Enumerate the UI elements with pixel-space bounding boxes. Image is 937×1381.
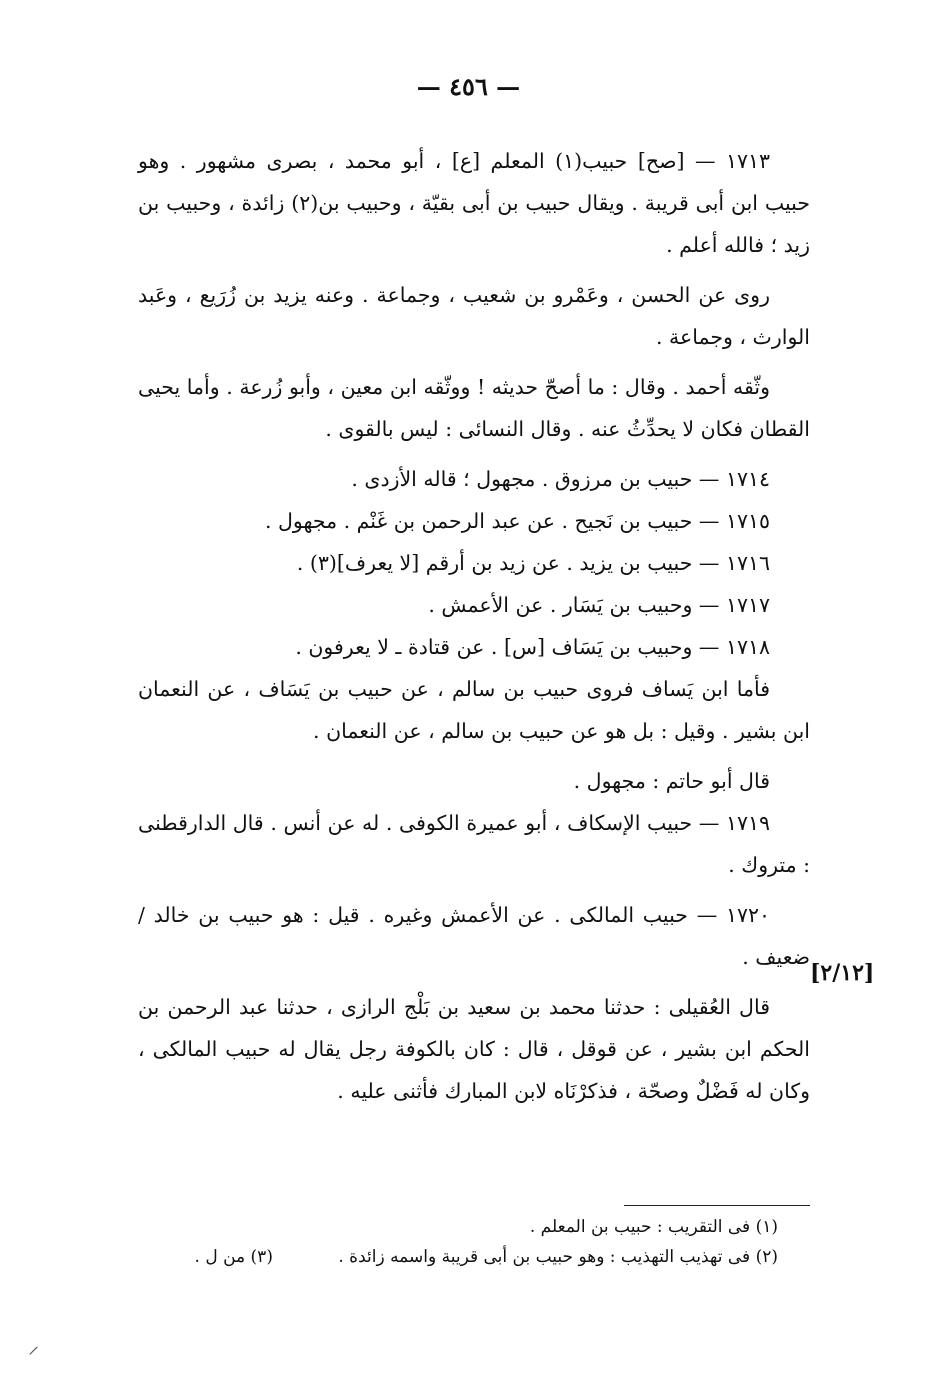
footnotes <box>138 1212 778 1272</box>
entry-1718: ١٧١٨ — وحبيب بن يَسَاف [س] . عن قتادة ـ لا يعرفون . <box>295 635 770 659</box>
margin-reference: [٢/١٢] <box>810 960 875 986</box>
footnote-divider <box>624 1205 810 1206</box>
main-text <box>138 140 810 1120</box>
footnote-2: (٢) فى تهذيب التهذيب : وهو حبيب بن أبى قريبة واسمه زائدة . <box>338 1247 778 1267</box>
entry-1714: ١٧١٤ — حبيب بن مرزوق . مجهول ؛ قاله الأزدى . <box>351 467 770 491</box>
uqayli-paragraph: قال العُقيلى : حدثنا محمد بن سعيد بن بَلْج الرازى ، حدثنا عبد الرحمن بن الحكم ابن بشير ، عن قوقل ، قال : كان بالكوفة رجل يقال له حبيب المالكى ، وكان له فَضْلٌ وصحّة ، فذكرْنَاه لابن المبارك فأثنى عليه . <box>138 995 810 1103</box>
entry-1716: ١٧١٦ — حبيب بن يزيد . عن زيد بن أرقم [لا يعرف](٣) . <box>296 551 770 575</box>
footnote-3: (٣) من ل . <box>194 1247 273 1267</box>
entry-1719: ١٧١٩ — حبيب الإسكاف ، أبو عميرة الكوفى . له عن أنس . قال الدارقطنى : متروك . <box>138 811 810 877</box>
footnote-1: (١) فى التقريب : حبيب بن المعلم . <box>529 1217 778 1237</box>
page-number: — ٤٥٦ — <box>416 72 521 101</box>
entry-1713: ١٧١٣ — [صح] حبيب(١) المعلم [ع] ، أبو محمد ، بصرى مشهور . وهو حبيب ابن أبى قريبة . ويقال حبيب بن أبى بقيّة ، وحبيب بن(٢) زائدة ، وحبيب بن زيد ؛ فالله أعلم . <box>138 149 810 257</box>
entry-1720: ١٧٢٠ — حبيب المالكى . عن الأعمش وغيره . قيل : هو حبيب بن خالد / ضعيف . <box>138 903 810 969</box>
assessment-paragraph: وثّقه أحمد . وقال : ما أصحّ حديثه ! ووثّقه ابن معين ، وأبو زُرعة . وأما يحيى القطان فكان لا يحدِّثُ عنه . وقال النسائى : ليس بالقوى . <box>138 375 810 441</box>
narrators-paragraph: روى عن الحسن ، وعَمْرو بن شعيب ، وجماعة . وعنه يزيد بن زُرَيع ، وعَبد الوارث ، وجماعة . <box>138 283 810 349</box>
pen-mark: ⸝ <box>28 1334 40 1359</box>
entry-1715: ١٧١٥ — حبيب بن نَجيح . عن عبد الرحمن بن غَنْم . مجهول . <box>264 509 770 533</box>
abu-hatim-line: قال أبو حاتم : مجهول . <box>573 769 770 793</box>
entry-1717: ١٧١٧ — وحبيب بن يَسَار . عن الأعمش . <box>428 593 770 617</box>
ibn-yasaf-paragraph: فأما ابن يَساف فروى حبيب بن سالم ، عن حبيب بن يَسَاف ، عن النعمان ابن بشير . وقيل : بل هو عن حبيب بن سالم ، عن النعمان . <box>138 677 810 743</box>
footnote-2-and-3 <box>138 1242 778 1272</box>
